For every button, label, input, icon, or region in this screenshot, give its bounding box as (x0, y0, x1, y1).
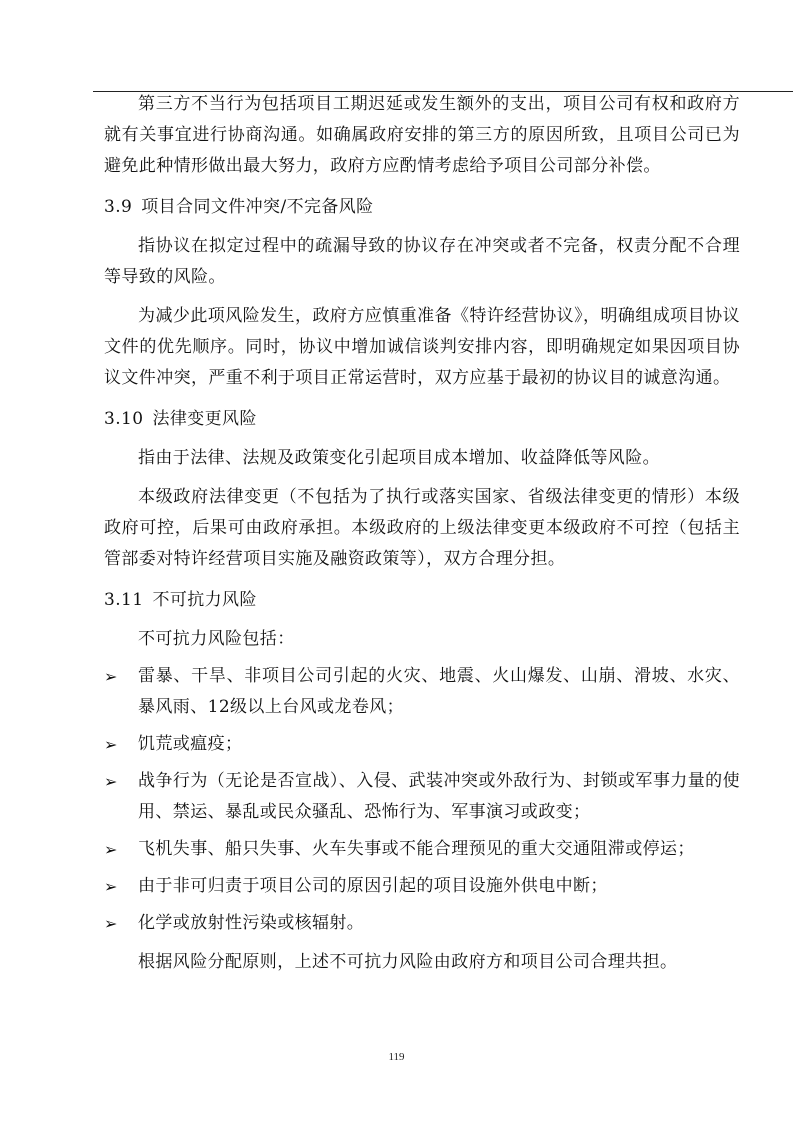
list-item-text: 由于非可归责于项目公司的原因引起的项目设施外供电中断； (138, 876, 608, 896)
section-number: 3.10 (104, 409, 144, 429)
paragraph-3-9-definition: 指协议在拟定过程中的疏漏导致的协议存在冲突或者不完备，权责分配不合理等导致的风险。 (104, 236, 740, 287)
section-title: 不可抗力风险 (152, 590, 257, 610)
paragraph-third-party: 第三方不当行为包括项目工期迟延或发生额外的支出，项目公司有权和政府方就有关事宜进行协商沟通。如确属政府安排的第三方的原因所致，且项目公司已为避免此种情形做出最大努力，政府方应酌情考虑给予项目公司部分补偿。 (104, 94, 740, 176)
list-item (104, 766, 740, 828)
page-number: 119 (388, 1051, 405, 1063)
arrow-bullet-icon: ➢ (104, 840, 118, 859)
list-item-text: 飞机失事、船只失事、火车失事或不能合理预见的重大交通阻滞或停运； (138, 839, 695, 859)
list-item-text: 雷暴、干旱、非项目公司引起的火灾、地震、火山爆发、山崩、滑坡、水灾、暴风雨、12级以上台风或龙卷风； (138, 666, 740, 717)
arrow-bullet-icon: ➢ (104, 772, 118, 791)
section-heading-3-11 (104, 585, 740, 616)
section-title: 法律变更风险 (152, 409, 257, 429)
list-item (104, 908, 740, 939)
arrow-bullet-icon: ➢ (104, 914, 118, 933)
section-heading-3-9 (104, 192, 740, 223)
arrow-bullet-icon: ➢ (104, 735, 118, 754)
list-item-text: 化学或放射性污染或核辐射。 (138, 913, 365, 933)
paragraph-3-9-mitigation: 为减少此项风险发生，政府方应慎重准备《特许经营协议》，明确组成项目协议文件的优先顺序。同时，协议中增加诚信谈判安排内容，即明确规定如果因项目协议文件冲突，严重不利于项目正常运营时，双方应基于最初的协议目的诚意沟通。 (104, 306, 740, 388)
arrow-bullet-icon: ➢ (104, 877, 118, 896)
list-item (104, 871, 740, 902)
section-number: 3.11 (104, 590, 144, 610)
section-number: 3.9 (104, 197, 133, 217)
paragraph-3-10-allocation: 本级政府法律变更（不包括为了执行或落实国家、省级法律变更的情形）本级政府可控，后果可由政府承担。本级政府的上级法律变更本级政府不可控（包括主管部委对特许经营项目实施及融资政策等），双方合理分担。 (104, 487, 740, 569)
list-item (104, 661, 740, 723)
section-title: 项目合同文件冲突/不完备风险 (141, 197, 374, 217)
paragraph-3-11-intro: 不可抗力风险包括： (138, 629, 295, 649)
paragraph-3-11-closing: 根据风险分配原则，上述不可抗力风险由政府方和项目公司合理共担。 (138, 952, 678, 972)
list-item-text: 饥荒或瘟疫； (138, 734, 243, 754)
list-item (104, 729, 740, 760)
paragraph-3-10-definition: 指由于法律、法规及政策变化引起项目成本增加、收益降低等风险。 (138, 448, 660, 468)
section-heading-3-10 (104, 404, 740, 435)
document-body (104, 89, 740, 978)
list-item (104, 834, 740, 865)
arrow-bullet-icon: ➢ (104, 667, 118, 686)
list-item-text: 战争行为（无论是否宣战）、入侵、武装冲突或外敌行为、封锁或军事力量的使用、禁运、暴乱或民众骚乱、恐怖行为、军事演习或政变； (138, 771, 740, 822)
